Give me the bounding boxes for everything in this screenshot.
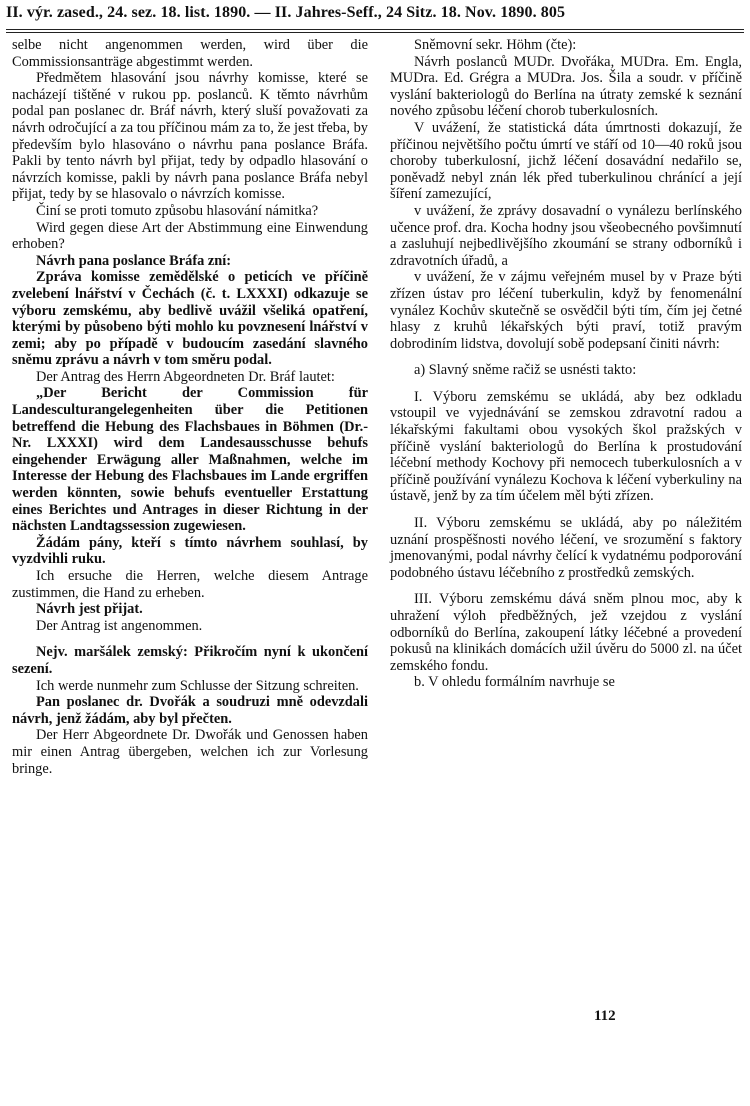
right-column-paragraph: III. Výboru zemskému dává sněm plnou moc, aby k uhražení výloh předběžných, jež vzejdou z vyslání odborníků do Berlína, zakoupení látky léčebné a provedení pokusů na klinikách domácích užil úvěru do 5000 zl. na účet zemského fondu. [390, 591, 742, 674]
right-column-paragraph: b. V ohledu formálním navrhuje se [414, 674, 615, 691]
right-column-paragraph: Sněmovní sekr. Höhm (čte): [414, 37, 577, 53]
left-column-paragraph: Pan poslanec dr. Dvořák a soudruzi mně odevzdali návrh, jenž žádám, aby byl přečten. [12, 694, 368, 727]
left-column-paragraph: Der Antrag des Herrn Abgeordneten Dr. Bráf lautet: [36, 368, 335, 385]
header-rule-secondary [6, 32, 744, 33]
left-column-paragraph: selbe nicht angenommen werden, wird über die Commissionsanträge abgestimmt werden. [12, 37, 368, 70]
left-column-paragraph: Ich werde nunmehr zum Schlusse der Sitzung schreiten. [36, 677, 359, 694]
right-column [390, 37, 742, 691]
left-column-paragraph: „Der Bericht der Commission für Landesculturangelegenheiten über die Petitionen betreffend die Hebung des Flachsbaues in Böhmen (Dr.-Nr. LXXXI) wird dem Landesausschusse behufs eingehender Erwägung aller Maßnahmen, welche im Interesse der Hebung des Flachsbaues im Lande ergriffen werden könnten, sowie behufs eventueller Erstattung eines Berichtes und Antrages in dieser Richtung in der nächsten Landtagssession zugewiesen. [12, 385, 368, 535]
left-column-paragraph: Der Antrag ist angenommen. [36, 617, 203, 634]
right-column-paragraph: V uvážení, že statistická dáta úmrtnosti dokazují, že příčinou největšího počtu úmrtí ve stáří od 10—40 roků jsou choroby tuberkulosní, jichž léčení dosavádní nedařilo se, poněvadž nebyl znán lék před tuberkulinou chránící a její šíření zamezující, [390, 119, 742, 203]
right-column-paragraph: v uvážení, že v zájmu veřejném musel by v Praze býti zřízen ústav pro léčení tuberkulin, když by fenomenální vynález Kochův skutečně se osvědčil býti tím, čím jej četné hlasy z kruhů lékařských býti praví, totiž pravým dobrodiním lidstva, dovolují sobě podepsaní činiti návrh: [390, 269, 742, 352]
right-column-paragraph: Návrh poslanců MUDr. Dvořáka, MUDra. Em. Engla, MUDra. Ed. Grégra a MUDra. Jos. Šila a soudr. v příčině vyslání bakteriologů do Berlína na útraty zemské k seznání nového způsobu léčení chorob tuberkulosních. [390, 53, 742, 120]
left-column-paragraph: Nejv. maršálek zemský: Přikročím nyní k ukončení sezení. [12, 644, 368, 677]
left-column-paragraph: Ich ersuche die Herren, welche diesem Antrage zustimmen, die Hand zu erheben. [12, 568, 368, 601]
left-column-paragraph: Žádám pány, kteří s tímto návrhem souhlasí, by vyzdvihli ruku. [12, 534, 368, 568]
left-column-paragraph: Návrh pana poslance Bráfa zní: [36, 252, 232, 269]
right-column-paragraph: a) Slavný sněme račiž se usnésti takto: [414, 362, 637, 379]
right-column-paragraph: I. Výboru zemskému se ukládá, aby bez odkladu vstoupil ve vyjednávání se zemskou zdravotní radou a lékařskými fakultami obou vysokých škol pražských v příčině vyslání bakteriologů do Berlína k prostudování léčební methody Kochovy při nemocech tuberkulosních a v příčině používání vynálezu Kochova k léčení vyberkuliny na ústavě, jenž by za tím účelem měl býti zřízen. [390, 388, 742, 505]
left-column-paragraph: Zpráva komisse zemědělské o peticích ve příčině zvelebení lnářství v Čechách (č. t. LXXXI) odkazuje se výboru zemskému, aby bedlivě uvážil všeliká opatření, kterými by působeno býti mohlo ku povznesení lnářství v zemi; aby po případě v budoucím zasedání slavného sněmu zprávu a návrh v tom směru podal. [12, 269, 368, 369]
left-column-paragraph: Návrh jest přijat. [36, 601, 143, 618]
right-column-paragraph: v uvážení, že zprávy dosavadní o vynálezu berlínského učence prof. dra. Kocha hodny jsou všeobecného povšimnutí a zasluhují nejbedlivějšího zkoumání se strany odborníků i zdravotních úřadů, a [390, 202, 742, 269]
left-column-paragraph: Der Herr Abgeordnete Dr. Dwořák und Genossen haben mir einen Antrag übergeben, welchen ich zur Vorlesung bringe. [12, 727, 368, 777]
left-column-paragraph: Předmětem hlasování jsou návrhy komisse, které se nacházejí tištěné v rukou pp. poslanců. K těmto návrhům podal pan poslanec dr. Bráf návrh, který sluší považovati za návrh odročující a za tou příčinou mám za to, že jest třeba, by především bylo hlasováno o návrhu pana poslance Bráfa. Pakli by tento návrh byl přijat, tedy by odpadlo hlasování o návrzích komisse, pakli by návrh pana poslance Bráfa nebyl přijat, tedy by se hlasovalo o návrzích komisse. [12, 70, 368, 203]
left-column-paragraph: Činí se proti tomuto způsobu hlasování námitka? [36, 202, 319, 219]
page-number: 112 [594, 1008, 616, 1024]
right-column-paragraph: II. Výboru zemskému se ukládá, aby po náležitém uznání prospěšnosti nového léčení, ve srozumění s faktory jmenovanými, podal návrhy čelící k vydatnému podporování podobného ústavu léčebního z prostředků zemských. [390, 515, 742, 581]
header-rule [6, 29, 744, 30]
left-column [12, 37, 368, 777]
page-header: II. výr. zased., 24. sez. 18. list. 1890. — II. Jahres-Seff., 24 Sitz. 18. Nov. 1890. 805 [6, 4, 566, 21]
left-column-paragraph: Wird gegen diese Art der Abstimmung eine Einwendung erhoben? [12, 219, 368, 253]
